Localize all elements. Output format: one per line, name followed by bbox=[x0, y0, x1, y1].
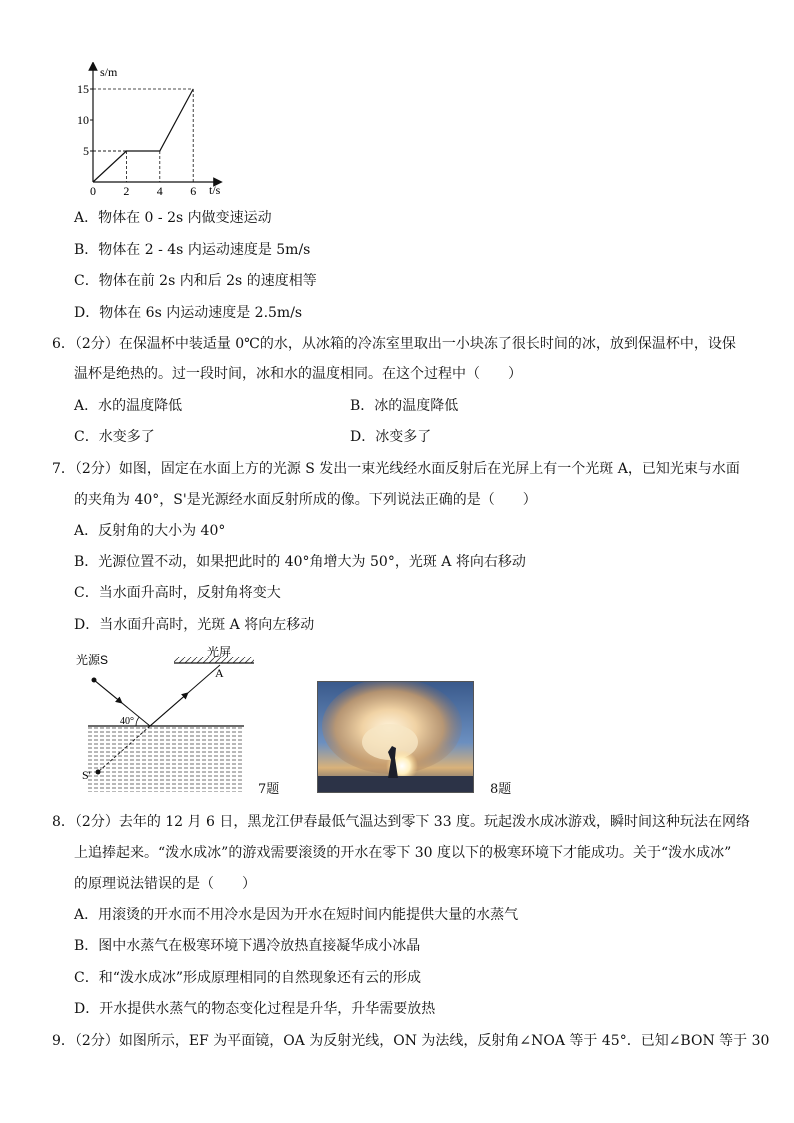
q9-stem-line1: 9．（2分）如图所示，EF 为平面镜，OA 为反射光线，ON 为法线，反射角∠NOA 等于 45°．已知∠BON 等于 30 bbox=[52, 1033, 770, 1049]
q6-option-a: A．水的温度降低 bbox=[74, 398, 183, 414]
q5-option-d: D．物体在 6s 内运动速度是 2.5m/s bbox=[74, 305, 303, 321]
y-tick-label: 10 bbox=[77, 113, 89, 127]
q8-option-d: D．开水提供水蒸气的物态变化过程是升华，升华需要放热 bbox=[74, 1001, 436, 1017]
x-tick-label: 4 bbox=[156, 184, 163, 198]
q7-stem-line1: 7．（2分）如图，固定在水面上方的光源 S 发出一束光线经水面反射后在光屏上有一个光斑 A，已知光束与水面 bbox=[52, 461, 740, 477]
q7-option-b: B．光源位置不动，如果把此时的 40°角增大为 50°，光斑 A 将向右移动 bbox=[74, 554, 526, 570]
q6-option-c: C．水变多了 bbox=[74, 429, 155, 445]
q7-figure-caption: 7题 bbox=[258, 782, 280, 797]
x-tick-label: 6 bbox=[190, 184, 197, 198]
q5-option-c: C．物体在前 2s 内和后 2s 的速度相等 bbox=[74, 273, 317, 289]
y-tick-label: 15 bbox=[77, 82, 89, 96]
x-axis-label: t/s bbox=[209, 183, 221, 197]
reflected-arrow bbox=[150, 695, 186, 726]
water-body bbox=[88, 726, 244, 792]
image-label: S' bbox=[82, 768, 91, 782]
x-tick-label: 2 bbox=[123, 184, 130, 198]
screen-label: 光屏 bbox=[207, 646, 232, 659]
q8-figure-caption: 8题 bbox=[490, 782, 512, 797]
x-tick-label: 0 bbox=[90, 184, 96, 198]
q7-option-d: D．当水面升高时，光斑 A 将向左移动 bbox=[74, 617, 315, 633]
q8-stem-line3: 的原理说法错误的是（ ） bbox=[74, 876, 256, 892]
incident-arrow bbox=[94, 680, 120, 701]
boiling-water-photo bbox=[317, 681, 474, 793]
q5-option-a: A．物体在 0 - 2s 内做变速运动 bbox=[74, 210, 272, 226]
q6-option-d: D．冰变多了 bbox=[350, 429, 432, 445]
photo-ground bbox=[318, 776, 473, 792]
reflection-figure bbox=[70, 646, 260, 796]
q8-stem-line2: 上追捧起来。“泼水成冰”的游戏需要滚烫的开水在零下 30 度以下的极寒环境下才能成功。关于“泼水成冰” bbox=[74, 845, 732, 861]
q5-option-b: B．物体在 2 - 4s 内运动速度是 5m/s bbox=[74, 242, 311, 258]
q6-option-b: B．冰的温度降低 bbox=[350, 398, 459, 414]
angle-arc bbox=[136, 717, 139, 726]
q6-stem-line2: 温杯是绝热的。过一段时间，冰和水的温度相同。在这个过程中（ ） bbox=[74, 366, 522, 382]
y-tick-label: 5 bbox=[83, 144, 89, 158]
q8-stem-line1: 8．（2分）去年的 12 月 6 日，黑龙江伊春最低气温达到零下 33 度。玩起泼水成冰游戏，瞬时间这种玩法在网络 bbox=[52, 814, 751, 830]
q7-stem-line2: 的夹角为 40°，S'是光源经水面反射所成的像。下列说法正确的是（ ） bbox=[74, 492, 537, 508]
series-line bbox=[93, 89, 193, 182]
q7-option-a: A．反射角的大小为 40° bbox=[74, 523, 226, 539]
point-a-label: A bbox=[215, 666, 224, 680]
st-graph bbox=[70, 62, 240, 204]
image-point bbox=[96, 770, 101, 775]
q8-option-b: B．图中水蒸气在极寒环境下遇冷放热直接凝华成小冰晶 bbox=[74, 938, 421, 954]
q6-stem-line1: 6．（2分）在保温杯中装适量 0℃的水，从冰箱的冷冻室里取出一小块冻了很长时间的冰，放到保温杯中，设保 bbox=[52, 336, 736, 352]
angle-label: 40° bbox=[120, 716, 134, 727]
light-source-label: 光源S bbox=[76, 653, 109, 667]
y-axis-label: s/m bbox=[100, 65, 118, 79]
q8-option-c: C．和“泼水成冰”形成原理相同的自然现象还有云的形成 bbox=[74, 970, 422, 986]
q8-option-a: A．用滚烫的开水而不用冷水是因为开水在短时间内能提供大量的水蒸气 bbox=[74, 907, 519, 923]
q7-option-c: C．当水面升高时，反射角将变大 bbox=[74, 585, 281, 601]
